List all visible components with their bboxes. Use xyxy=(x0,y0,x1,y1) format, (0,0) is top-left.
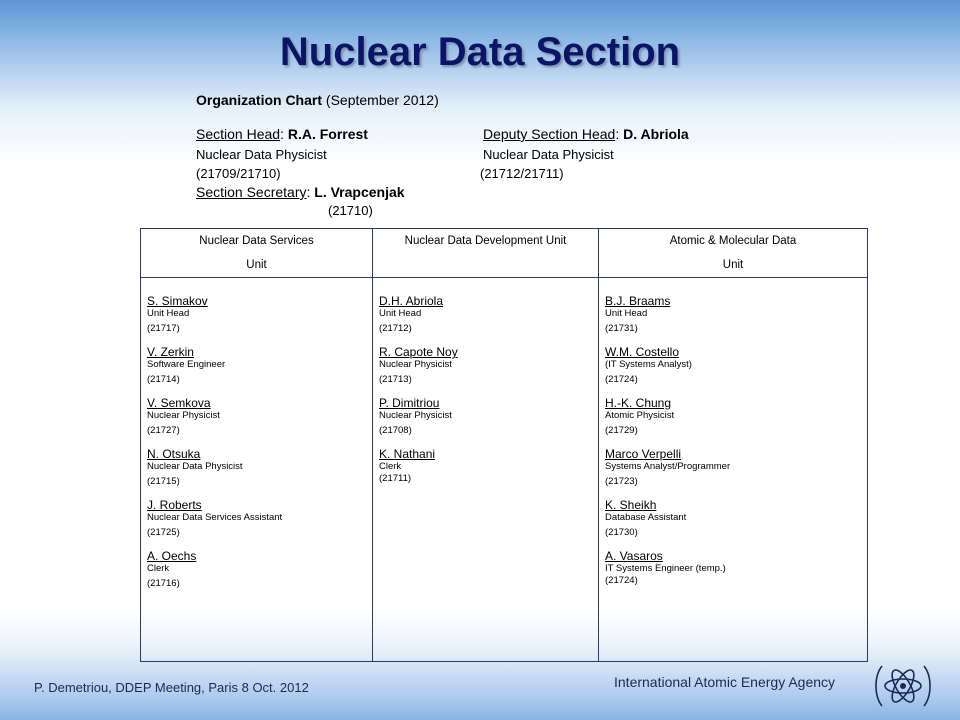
section-head-role: Section Head xyxy=(196,126,281,142)
unit-header-line: Unit xyxy=(246,259,267,271)
person-entry xyxy=(147,294,366,338)
person-entry xyxy=(605,447,861,491)
person-ext: (21731) xyxy=(605,323,638,334)
page-title: Nuclear Data Section xyxy=(279,30,681,74)
person-name[interactable]: R. Capote Noy xyxy=(379,345,458,359)
unit-header-line: Unit xyxy=(722,259,744,271)
person-ext: (21723) xyxy=(605,476,638,487)
person-entry xyxy=(379,345,592,389)
person-ext: (21714) xyxy=(147,374,180,385)
unit-header-atomic xyxy=(599,229,868,278)
person-role: Unit Head xyxy=(605,308,648,319)
person-entry xyxy=(605,294,861,338)
person-name[interactable]: D.H. Abriola xyxy=(379,294,444,308)
person-ext: (21727) xyxy=(147,425,180,436)
section-head-name: R.A. Forrest xyxy=(287,126,368,142)
person-name[interactable]: P. Dimitriou xyxy=(379,396,440,410)
person-entry xyxy=(147,549,366,593)
unit-column-development xyxy=(373,278,599,662)
person-entry xyxy=(605,498,861,542)
secretary-name: L. Vrapcenjak xyxy=(314,184,405,200)
secretary-ext: (21710) xyxy=(328,203,373,218)
person-role: Unit Head xyxy=(379,308,422,319)
person-role: IT Systems Engineer (temp.) xyxy=(605,563,726,574)
person-name[interactable]: V. Semkova xyxy=(147,396,211,410)
person-name[interactable]: Marco Verpelli xyxy=(605,447,682,461)
person-role: Atomic Physicist xyxy=(605,410,675,421)
org-chart-label: Organization Chart xyxy=(196,92,323,108)
person-role: Software Engineer xyxy=(147,359,226,370)
person-name[interactable]: A. Oechs xyxy=(147,549,197,563)
deputy-head-role: Deputy Section Head xyxy=(483,126,616,142)
deputy-head-ext: (21712/21711) xyxy=(480,166,564,181)
person-ext: (21729) xyxy=(605,425,638,436)
unit-header-line: Nuclear Data Development Unit xyxy=(404,235,567,247)
person-entry xyxy=(379,294,592,338)
person-entry xyxy=(605,345,861,389)
person-ext: (21715) xyxy=(147,476,180,487)
person-name[interactable]: J. Roberts xyxy=(147,498,202,512)
iaea-atom-logo-icon xyxy=(872,660,934,712)
person-role: Nuclear Physicist xyxy=(147,410,220,421)
person-name[interactable]: H.-K. Chung xyxy=(605,396,672,410)
person-name[interactable]: K. Sheikh xyxy=(605,498,657,512)
unit-column-services xyxy=(141,278,373,662)
person-role: Database Assistant xyxy=(605,512,687,523)
section-secretary: Section Secretary: L. Vrapcenjak xyxy=(196,184,405,200)
unit-column-atomic xyxy=(599,278,868,662)
person-ext: (21730) xyxy=(605,527,638,538)
person-ext: (21725) xyxy=(147,527,180,538)
person-name[interactable]: A. Vasaros xyxy=(605,549,663,563)
person-name[interactable]: N. Otsuka xyxy=(147,447,201,461)
person-ext: (21708) xyxy=(379,425,412,436)
person-role: Systems Analyst/Programmer xyxy=(605,461,731,472)
person-role: Clerk xyxy=(379,461,402,472)
person-ext: (21724) xyxy=(605,374,638,385)
section-head: Section Head: R.A. Forrest xyxy=(196,126,368,142)
person-name[interactable]: B.J. Braams xyxy=(605,294,671,308)
footer-presenter: P. Demetriou, DDEP Meeting, Paris 8 Oct. 2012 xyxy=(34,680,309,695)
org-chart-table xyxy=(140,228,868,662)
person-name[interactable]: K. Nathani xyxy=(379,447,436,461)
person-role: Nuclear Physicist xyxy=(379,359,452,370)
person-role: Unit Head xyxy=(147,308,190,319)
person-role: Nuclear Data Physicist xyxy=(147,461,243,472)
person-role: (IT Systems Analyst) xyxy=(605,359,692,370)
unit-header-line: Atomic & Molecular Data xyxy=(669,235,797,247)
person-name[interactable]: W.M. Costello xyxy=(605,345,680,359)
person-ext: (21724) xyxy=(605,575,638,586)
person-ext: (21712) xyxy=(379,323,412,334)
person-entry xyxy=(605,549,861,587)
person-role: Clerk xyxy=(147,563,170,574)
person-entry xyxy=(379,396,592,440)
deputy-head: Deputy Section Head: D. Abriola xyxy=(483,126,689,142)
person-entry xyxy=(605,396,861,440)
person-name[interactable]: S. Simakov xyxy=(147,294,208,308)
person-role: Nuclear Physicist xyxy=(379,410,452,421)
unit-header-line: Nuclear Data Services xyxy=(199,235,314,247)
person-entry xyxy=(147,498,366,542)
section-head-ext: (21709/21710) xyxy=(196,166,281,181)
person-entry xyxy=(147,345,366,389)
person-ext: (21717) xyxy=(147,323,180,334)
person-ext: (21716) xyxy=(147,578,180,589)
unit-header-services xyxy=(141,229,373,278)
secretary-role: Section Secretary xyxy=(196,184,307,200)
person-ext: (21711) xyxy=(379,473,412,484)
unit-header-development xyxy=(373,229,599,278)
section-head-title: Nuclear Data Physicist xyxy=(196,147,327,162)
person-ext: (21713) xyxy=(379,374,412,385)
person-name[interactable]: V. Zerkin xyxy=(147,345,194,359)
deputy-head-title: Nuclear Data Physicist xyxy=(483,147,614,162)
org-chart-date: (September 2012) xyxy=(325,92,439,108)
person-role: Nuclear Data Services Assistant xyxy=(147,512,283,523)
footer-agency: International Atomic Energy Agency xyxy=(614,674,836,690)
person-entry xyxy=(147,396,366,440)
org-chart-heading xyxy=(196,92,439,108)
person-entry xyxy=(147,447,366,491)
person-entry xyxy=(379,447,592,485)
deputy-head-name: D. Abriola xyxy=(623,126,689,142)
